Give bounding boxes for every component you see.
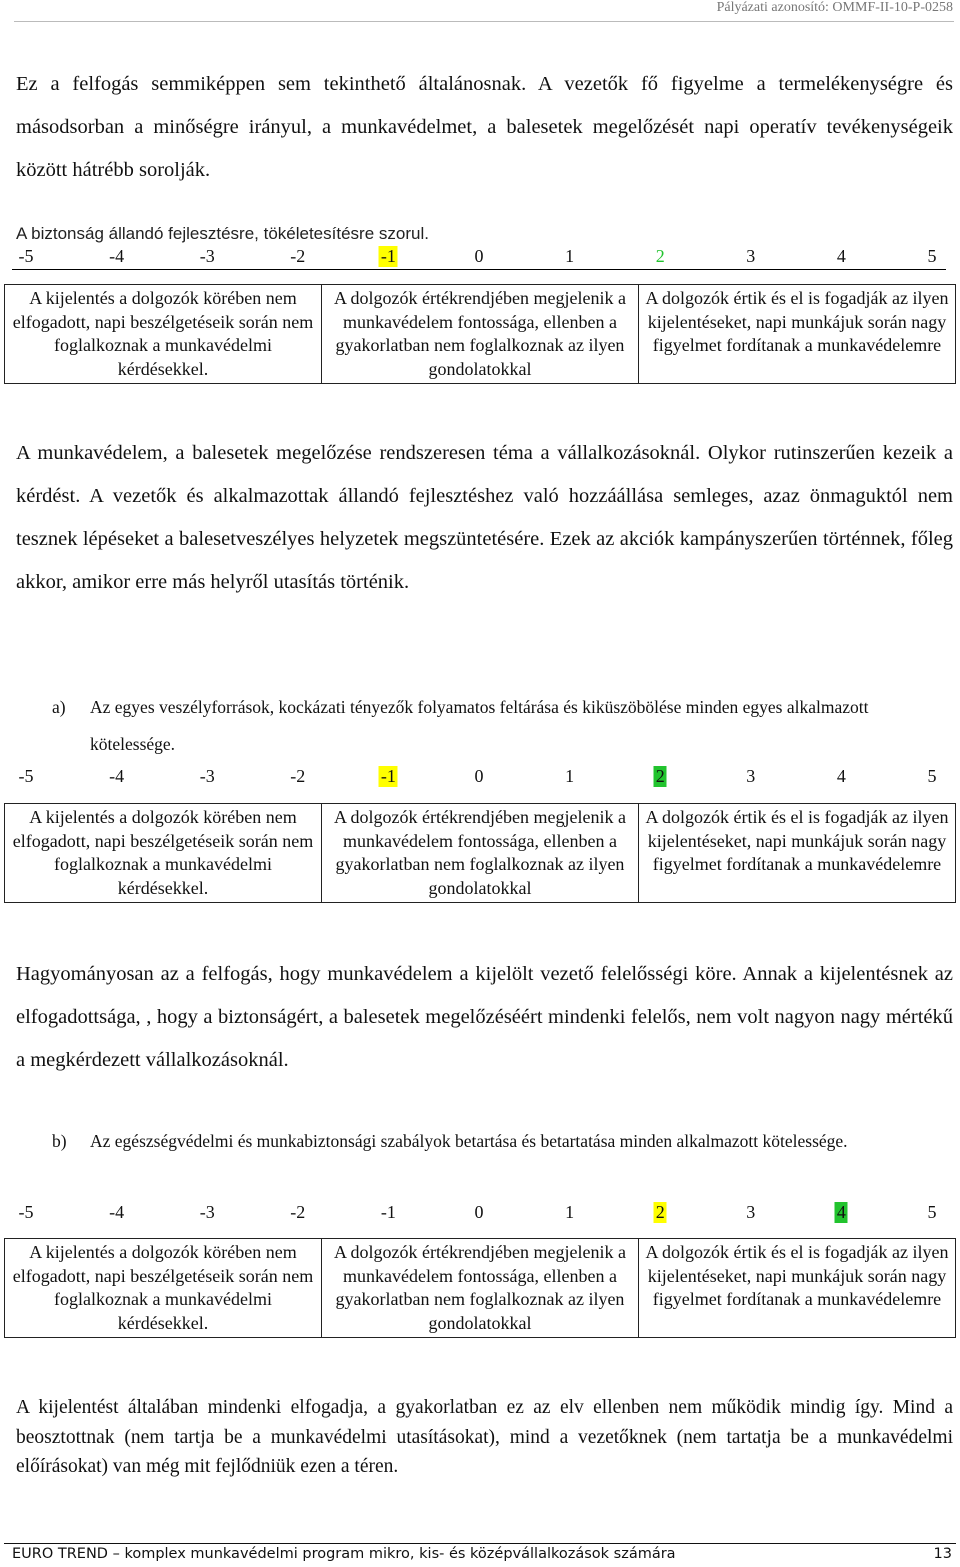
scale-value: 5 [927, 246, 937, 266]
scale-value: 0 [474, 246, 484, 266]
item-text: Az egészségvédelmi és munkabiztonsági szabályok betartása és betartatása minden alkalmazott kötelessége. [90, 1131, 848, 1151]
rating-table-1 [4, 284, 956, 384]
rating-scale-2 [12, 766, 946, 790]
rating-table-2 [4, 803, 956, 903]
rating-column-positive: A dolgozók értik és el is fogadják az ilyen kijelentéseket, napi munkájuk során nagy figyelmet fordítanak a munkavédelemre [639, 285, 956, 384]
rating-column-negative: A kijelentés a dolgozók körében nem elfogadott, napi beszélgetéseik során nem foglalkoznak a munkavédelmi kérdésekkel. [5, 285, 322, 384]
scale-value: 4 [836, 766, 846, 786]
rating-column-neutral: A dolgozók értékrendjében megjelenik a munkavédelem fontossága, ellenben a gyakorlatban nem foglalkoznak az ilyen gondolatokkal [322, 1239, 639, 1338]
rating-column-negative: A kijelentés a dolgozók körében nem elfogadott, napi beszélgetéseik során nem foglalkoznak a munkavédelmi kérdésekkel. [5, 804, 322, 903]
scale-value: -4 [109, 766, 125, 786]
scale-value: 2 [655, 246, 665, 266]
page-number: 13 [933, 1546, 952, 1562]
scale-value: -5 [18, 766, 34, 786]
scale-value: 3 [746, 246, 756, 266]
scale-value: -4 [109, 246, 125, 266]
scale-value: -1 [380, 246, 396, 266]
rating-scale-1 [12, 246, 946, 270]
scale-value: -3 [199, 1202, 215, 1222]
document-id: Pályázati azonosító: OMMF-II-10-P-0258 [716, 0, 953, 15]
scale-value: -3 [199, 766, 215, 786]
scale-value: -3 [199, 246, 215, 266]
scale-value: 1 [565, 766, 575, 786]
rating-column-positive: A dolgozók értik és el is fogadják az ilyen kijelentéseket, napi munkájuk során nagy figyelmet fordítanak a munkavédelemre [639, 1239, 956, 1338]
scale-value: -2 [290, 766, 306, 786]
rating-scale-3 [12, 1202, 946, 1226]
rating-column-positive: A dolgozók értik és el is fogadják az ilyen kijelentéseket, napi munkájuk során nagy figyelmet fordítanak a munkavédelemre [639, 804, 956, 903]
scale-value: 3 [746, 766, 756, 786]
header-divider [14, 21, 954, 22]
rating-column-neutral: A dolgozók értékrendjében megjelenik a munkavédelem fontossága, ellenben a gyakorlatban nem foglalkoznak az ilyen gondolatokkal [322, 285, 639, 384]
scale-value: 1 [565, 1202, 575, 1222]
item-label: a) [52, 697, 66, 717]
scale-value: -4 [109, 1202, 125, 1222]
scale-value: 4 [836, 1202, 846, 1222]
scale-value: -1 [380, 1202, 396, 1222]
scale-value: 0 [474, 766, 484, 786]
paragraph-1: A munkavédelem, a balesetek megelőzése rendszeresen téma a vállalkozásoknál. Olykor rutinszerűen kezeik a kérdést. A vezetők és alkalmazottak állandó fejlesztéshez való hozzáállása semleges, azaz önmaguktól nem tesznek lépéseket a balesetveszélyes helyzetek megszüntetésére. Ezek az akciók kampányszerűen történnek, főleg akkor, amikor erre más helyről utasítás történik. [16, 442, 953, 593]
scale-value: 5 [927, 766, 937, 786]
item-label: b) [52, 1131, 67, 1151]
footer-text: EURO TREND – komplex munkavédelmi program mikro, kis- és középvállalkozások számára [12, 1546, 676, 1562]
scale-value: -1 [380, 766, 396, 786]
scale-value: 2 [655, 1202, 665, 1222]
scale-value: 3 [746, 1202, 756, 1222]
scale-value: -5 [18, 1202, 34, 1222]
paragraph-3: A kijelentést általában mindenki elfogadja, a gyakorlatban ez az elv ellenben nem működik mindig így. Mind a beosztottnak (nem tartja be a munkavédelmi utasításokat), mind a vezetőknek (nem tartatja be a munkavédelmi előírásokat) van még mit fejlődniük ezen a téren. [16, 1397, 953, 1477]
scale-value: 1 [565, 246, 575, 266]
scale-value: 4 [836, 246, 846, 266]
scale-value: 0 [474, 1202, 484, 1222]
scale-value: 5 [927, 1202, 937, 1222]
scale-value: 2 [655, 766, 665, 786]
rating-column-negative: A kijelentés a dolgozók körében nem elfogadott, napi beszélgetéseik során nem foglalkoznak a munkavédelmi kérdésekkel. [5, 1239, 322, 1338]
footer-divider [4, 1543, 956, 1544]
item-text: Az egyes veszélyforrások, kockázati tényezők folyamatos feltárása és kiküszöbölése minden egyes alkalmazott kötelessége. [90, 697, 869, 754]
scale-value: -2 [290, 246, 306, 266]
rating-table-3 [4, 1238, 956, 1338]
footer [12, 1546, 952, 1562]
intro-paragraph: Ez a felfogás semmiképpen sem tekinthető általánosnak. A vezetők fő figyelme a termelékenységre és másodsorban a minőségre irányul, a munkavédelmet, a balesetek megelőzését napi operatív tevékenységeik között hátrébb sorolják. [16, 73, 953, 181]
paragraph-2: Hagyományosan az a felfogás, hogy munkavédelem a kijelölt vezető felelősségi köre. Annak a kijelentésnek az elfogadottsága, , hogy a biztonságért, a balesetek megelőzéséért mindenki felelős, nem volt nagyon nagy mértékű a megkérdezett vállalkozásoknál. [16, 963, 953, 1071]
rating-column-neutral: A dolgozók értékrendjében megjelenik a munkavédelem fontossága, ellenben a gyakorlatban nem foglalkoznak az ilyen gondolatokkal [322, 804, 639, 903]
statement-1: A biztonság állandó fejlesztésre, tökéletesítésre szorul. [16, 224, 429, 243]
scale-value: -5 [18, 246, 34, 266]
scale-value: -2 [290, 1202, 306, 1222]
